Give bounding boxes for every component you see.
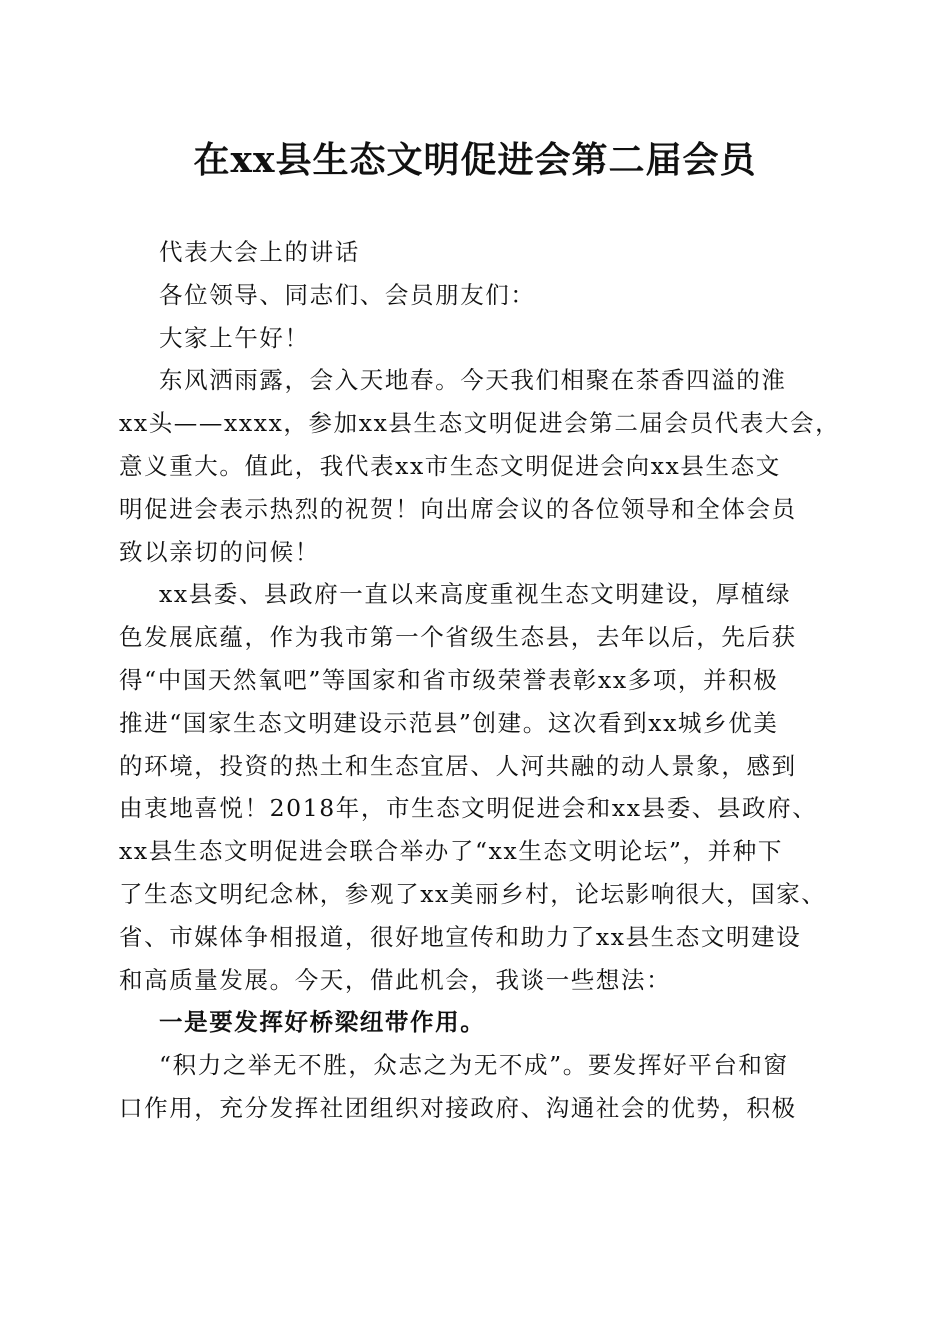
- text-line: 得“中国天然氧吧”等国家和省市级荣誉表彰xx多项，并积极: [119, 665, 779, 694]
- document-title: 在xx县生态文明促进会第二届会员: [193, 139, 757, 181]
- text-line: 了生态文明纪念林，参观了xx美丽乡村，论坛影响很大，国家、: [119, 879, 827, 908]
- paragraph-subtitle: [119, 231, 831, 274]
- paragraph-opening: [119, 359, 841, 573]
- paragraph-achievements: [119, 573, 831, 1001]
- text-line: 各位领导、同志们、会员朋友们：: [159, 280, 536, 309]
- text-line: 的环境，投资的热土和生态宜居、人河共融的动人景象，感到: [119, 751, 797, 780]
- paragraph-bridge-role: [119, 1044, 831, 1130]
- paragraph-salutation: [119, 274, 831, 317]
- text-line: 省、市媒体争相报道，很好地宣传和助力了xx县生态文明建设: [119, 922, 802, 951]
- document-body: [119, 231, 841, 1130]
- text-line: 由衷地喜悦！2018年，市生态文明促进会和xx县委、县政府、: [119, 794, 818, 823]
- text-line: 明促进会表示热烈的祝贺！向出席会议的各位领导和全体会员: [119, 494, 797, 523]
- text-line: “积力之举无不胜，众志之为无不成”。要发挥好平台和窗: [159, 1051, 789, 1080]
- text-line: 色发展底蕴，作为我市第一个省级生态县，去年以后，先后获: [119, 623, 797, 652]
- text-line: 和高质量发展。今天，借此机会，我谈一些想法：: [119, 965, 672, 994]
- text-line: 代表大会上的讲话: [159, 238, 360, 266]
- paragraph-greeting: [119, 317, 831, 360]
- text-line: 东风洒雨露，会入天地春。今天我们相聚在茶香四溢的淮: [159, 366, 787, 395]
- text-line: 一是要发挥好桥梁纽带作用。: [159, 1008, 486, 1037]
- text-line: xx头——xxxx，参加xx县生态文明促进会第二届会员代表大会，: [119, 409, 841, 438]
- text-line: xx县生态文明促进会联合举办了“xx生态文明论坛”，并种下: [119, 837, 783, 866]
- text-line: 大家上午好！: [159, 323, 310, 352]
- paragraph-heading-one: [119, 1001, 831, 1044]
- text-line: 意义重大。值此，我代表xx市生态文明促进会向xx县生态文: [119, 451, 781, 480]
- text-line: 推进“国家生态文明建设示范县”创建。这次看到xx城乡优美: [119, 708, 779, 737]
- text-line: 口作用，充分发挥社团组织对接政府、沟通社会的优势，积极: [119, 1093, 797, 1122]
- text-line: 致以亲切的问候！: [119, 537, 320, 566]
- text-line: xx县委、县政府一直以来高度重视生态文明建设，厚植绿: [159, 580, 792, 609]
